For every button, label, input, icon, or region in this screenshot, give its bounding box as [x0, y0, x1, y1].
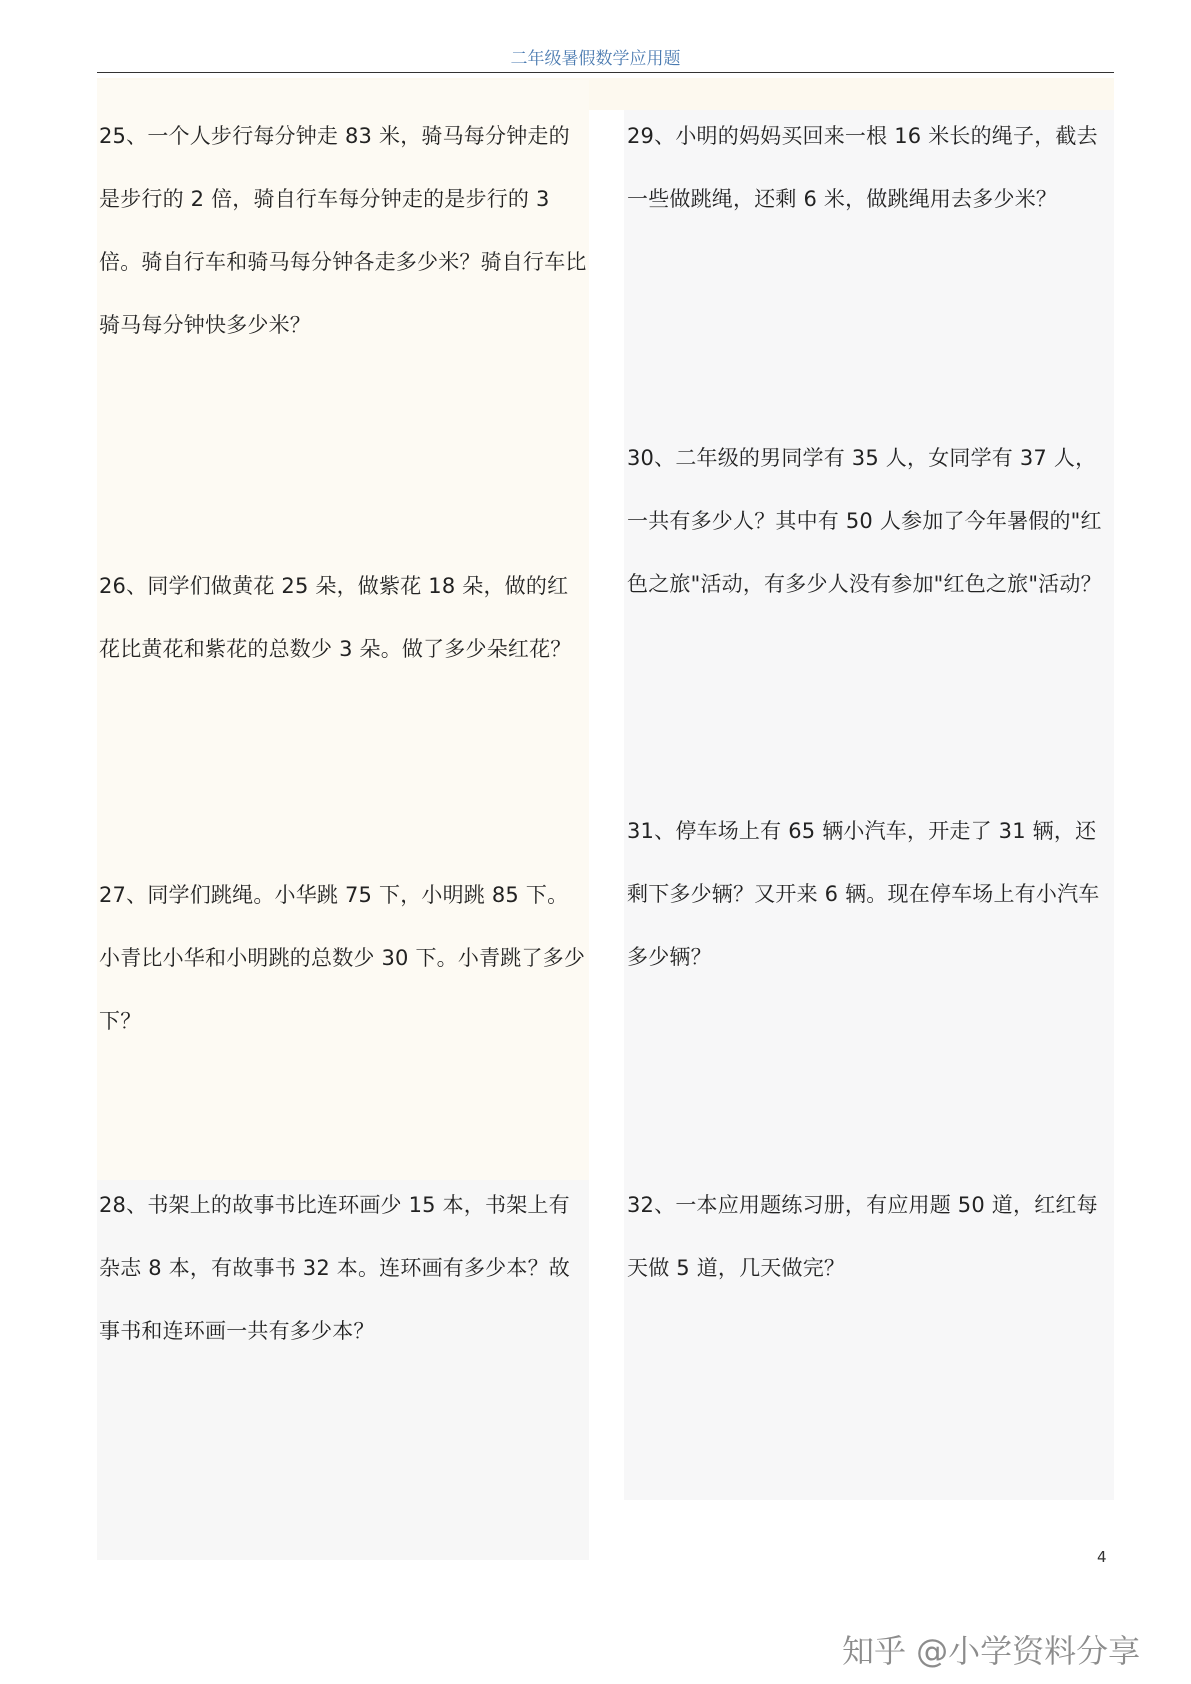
document-header-title: 二年级暑假数学应用题 — [510, 49, 681, 69]
question-32: 32、一本应用题练习册，有应用题 50 道，红红每天做 5 道，几天做完？ — [627, 1193, 1098, 1280]
watermark: 知乎 @小学资料分享 — [842, 1632, 1141, 1670]
question-25: 25、一个人步行每分钟走 83 米，骑马每分钟走的是步行的 2 倍，骑自行车每分钟走的是步行的 3 倍。骑自行车和骑马每分钟各走多少米？骑自行车比骑马每分钟快多少米？ — [99, 124, 587, 337]
question-28: 28、书架上的故事书比连环画少 15 本，书架上有杂志 8 本，有故事书 32 本。连环画有多少本？故事书和连环画一共有多少本？ — [99, 1193, 570, 1343]
question-27: 27、同学们跳绳。小华跳 75 下，小明跳 85 下。小青比小华和小明跳的总数少 30 下。小青跳了多少下？ — [99, 883, 586, 1033]
header-divider — [97, 72, 1114, 73]
question-31: 31、停车场上有 65 辆小汽车，开走了 31 辆，还剩下多少辆？又开来 6 辆。现在停车场上有小汽车多少辆？ — [627, 819, 1100, 969]
question-29: 29、小明的妈妈买回来一根 16 米长的绳子，截去一些做跳绳，还剩 6 米，做跳绳用去多少米？ — [627, 124, 1098, 211]
question-30: 30、二年级的男同学有 35 人，女同学有 37 人，一共有多少人？其中有 50 人参加了今年暑假的"红色之旅"活动，有多少人没有参加"红色之旅"活动？ — [627, 446, 1102, 596]
page-number: 4 — [1097, 1548, 1107, 1566]
question-26: 26、同学们做黄花 25 朵，做紫花 18 朵，做的红花比黄花和紫花的总数少 3 朵。做了多少朵红花？ — [99, 574, 572, 661]
